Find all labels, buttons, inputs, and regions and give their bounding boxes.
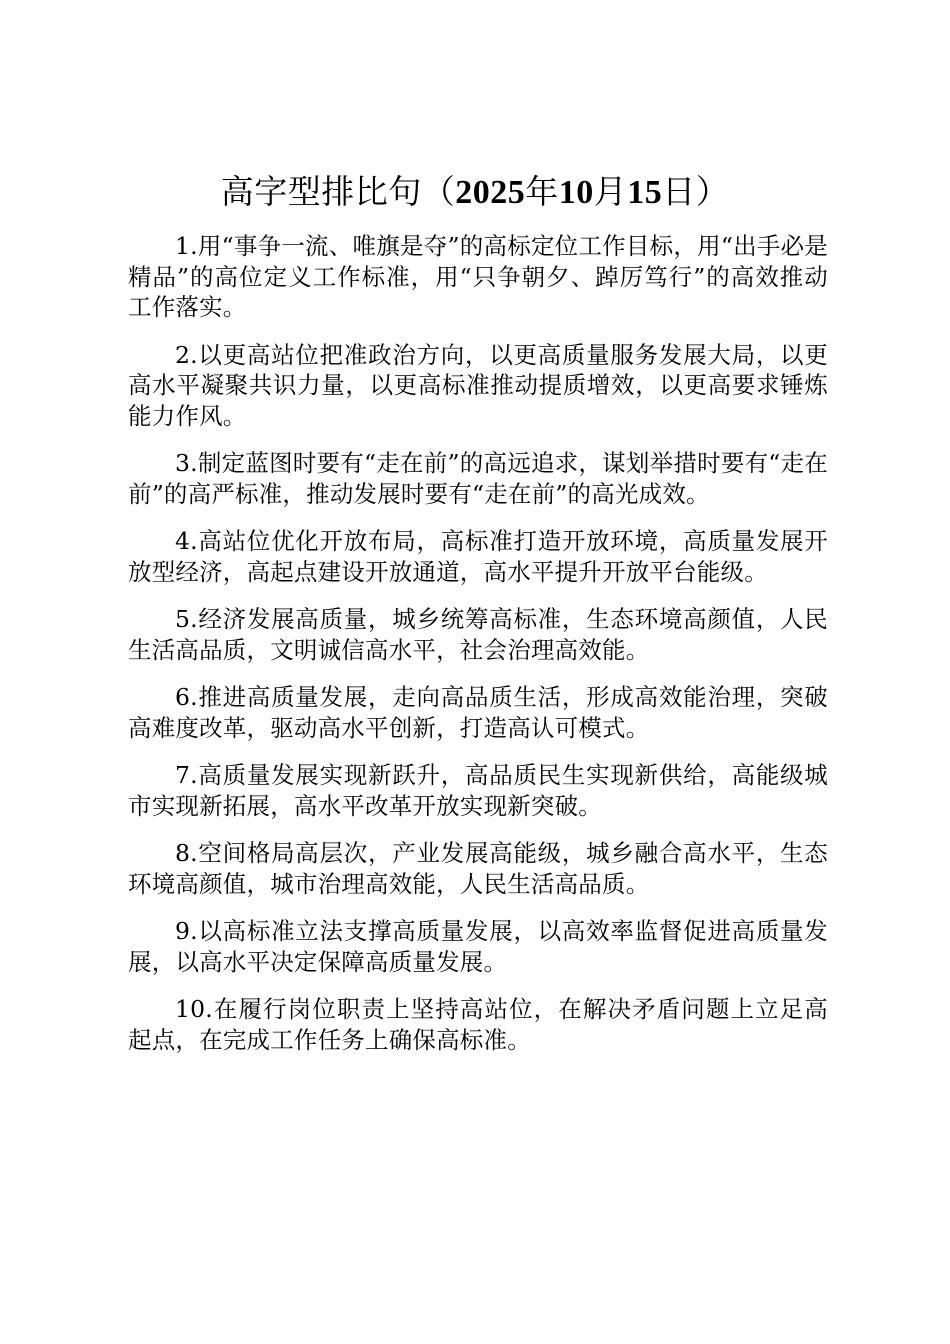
paragraph-3: 3.制定蓝图时要有“走在前”的高远追求，谋划举措时要有“走在前”的高严标准，推动发展时要有“走在前”的高光成效。: [128, 449, 828, 508]
paragraph-6: 6.推进高质量发展，走向高品质生活，形成高效能治理，突破高难度改革，驱动高水平创新，打造高认可模式。: [128, 683, 828, 742]
title-text-1: 高字型排比句（: [220, 172, 456, 211]
title-month: 10: [558, 174, 594, 211]
paragraph-1: 1.用“事争一流、唯旗是夺”的高标定位工作目标，用“出手必是精品”的高位定义工作标准，用“只争朝夕、踔厉笃行”的高效推动工作落实。: [128, 232, 828, 321]
title-text-4: 日）: [662, 172, 730, 211]
document-title: [0, 168, 950, 217]
title-year: 2025: [455, 174, 526, 211]
paragraph-4: 4.高站位优化开放布局，高标准打造开放环境，高质量发展开放型经济，高起点建设开放通道，高水平提升开放平台能级。: [128, 527, 828, 586]
paragraph-2: 2.以更高站位把准政治方向，以更高质量服务发展大局，以更高水平凝聚共识力量，以更高标准推动提质增效，以更高要求锤炼能力作风。: [128, 340, 828, 430]
title-text-3: 月: [593, 172, 628, 211]
title-text-2: 年: [525, 172, 559, 211]
title-day: 15: [627, 174, 663, 211]
paragraph-10: 10.在履行岗位职责上坚持高站位，在解决矛盾问题上立足高起点，在完成工作任务上确保高标准。: [128, 995, 828, 1054]
document-body: [128, 231, 828, 1072]
paragraph-7: 7.高质量发展实现新跃升，高品质民生实现新供给，高能级城市实现新拓展，高水平改革开放实现新突破。: [128, 761, 828, 820]
paragraph-5: 5.经济发展高质量，城乡统筹高标准，生态环境高颜值，人民生活高品质，文明诚信高水平，社会治理高效能。: [128, 605, 828, 664]
paragraph-9: 9.以高标准立法支撑高质量发展，以高效率监督促进高质量发展，以高水平决定保障高质量发展。: [128, 917, 828, 976]
paragraph-8: 8.空间格局高层次，产业发展高能级，城乡融合高水平，生态环境高颜值，城市治理高效能，人民生活高品质。: [128, 839, 828, 898]
